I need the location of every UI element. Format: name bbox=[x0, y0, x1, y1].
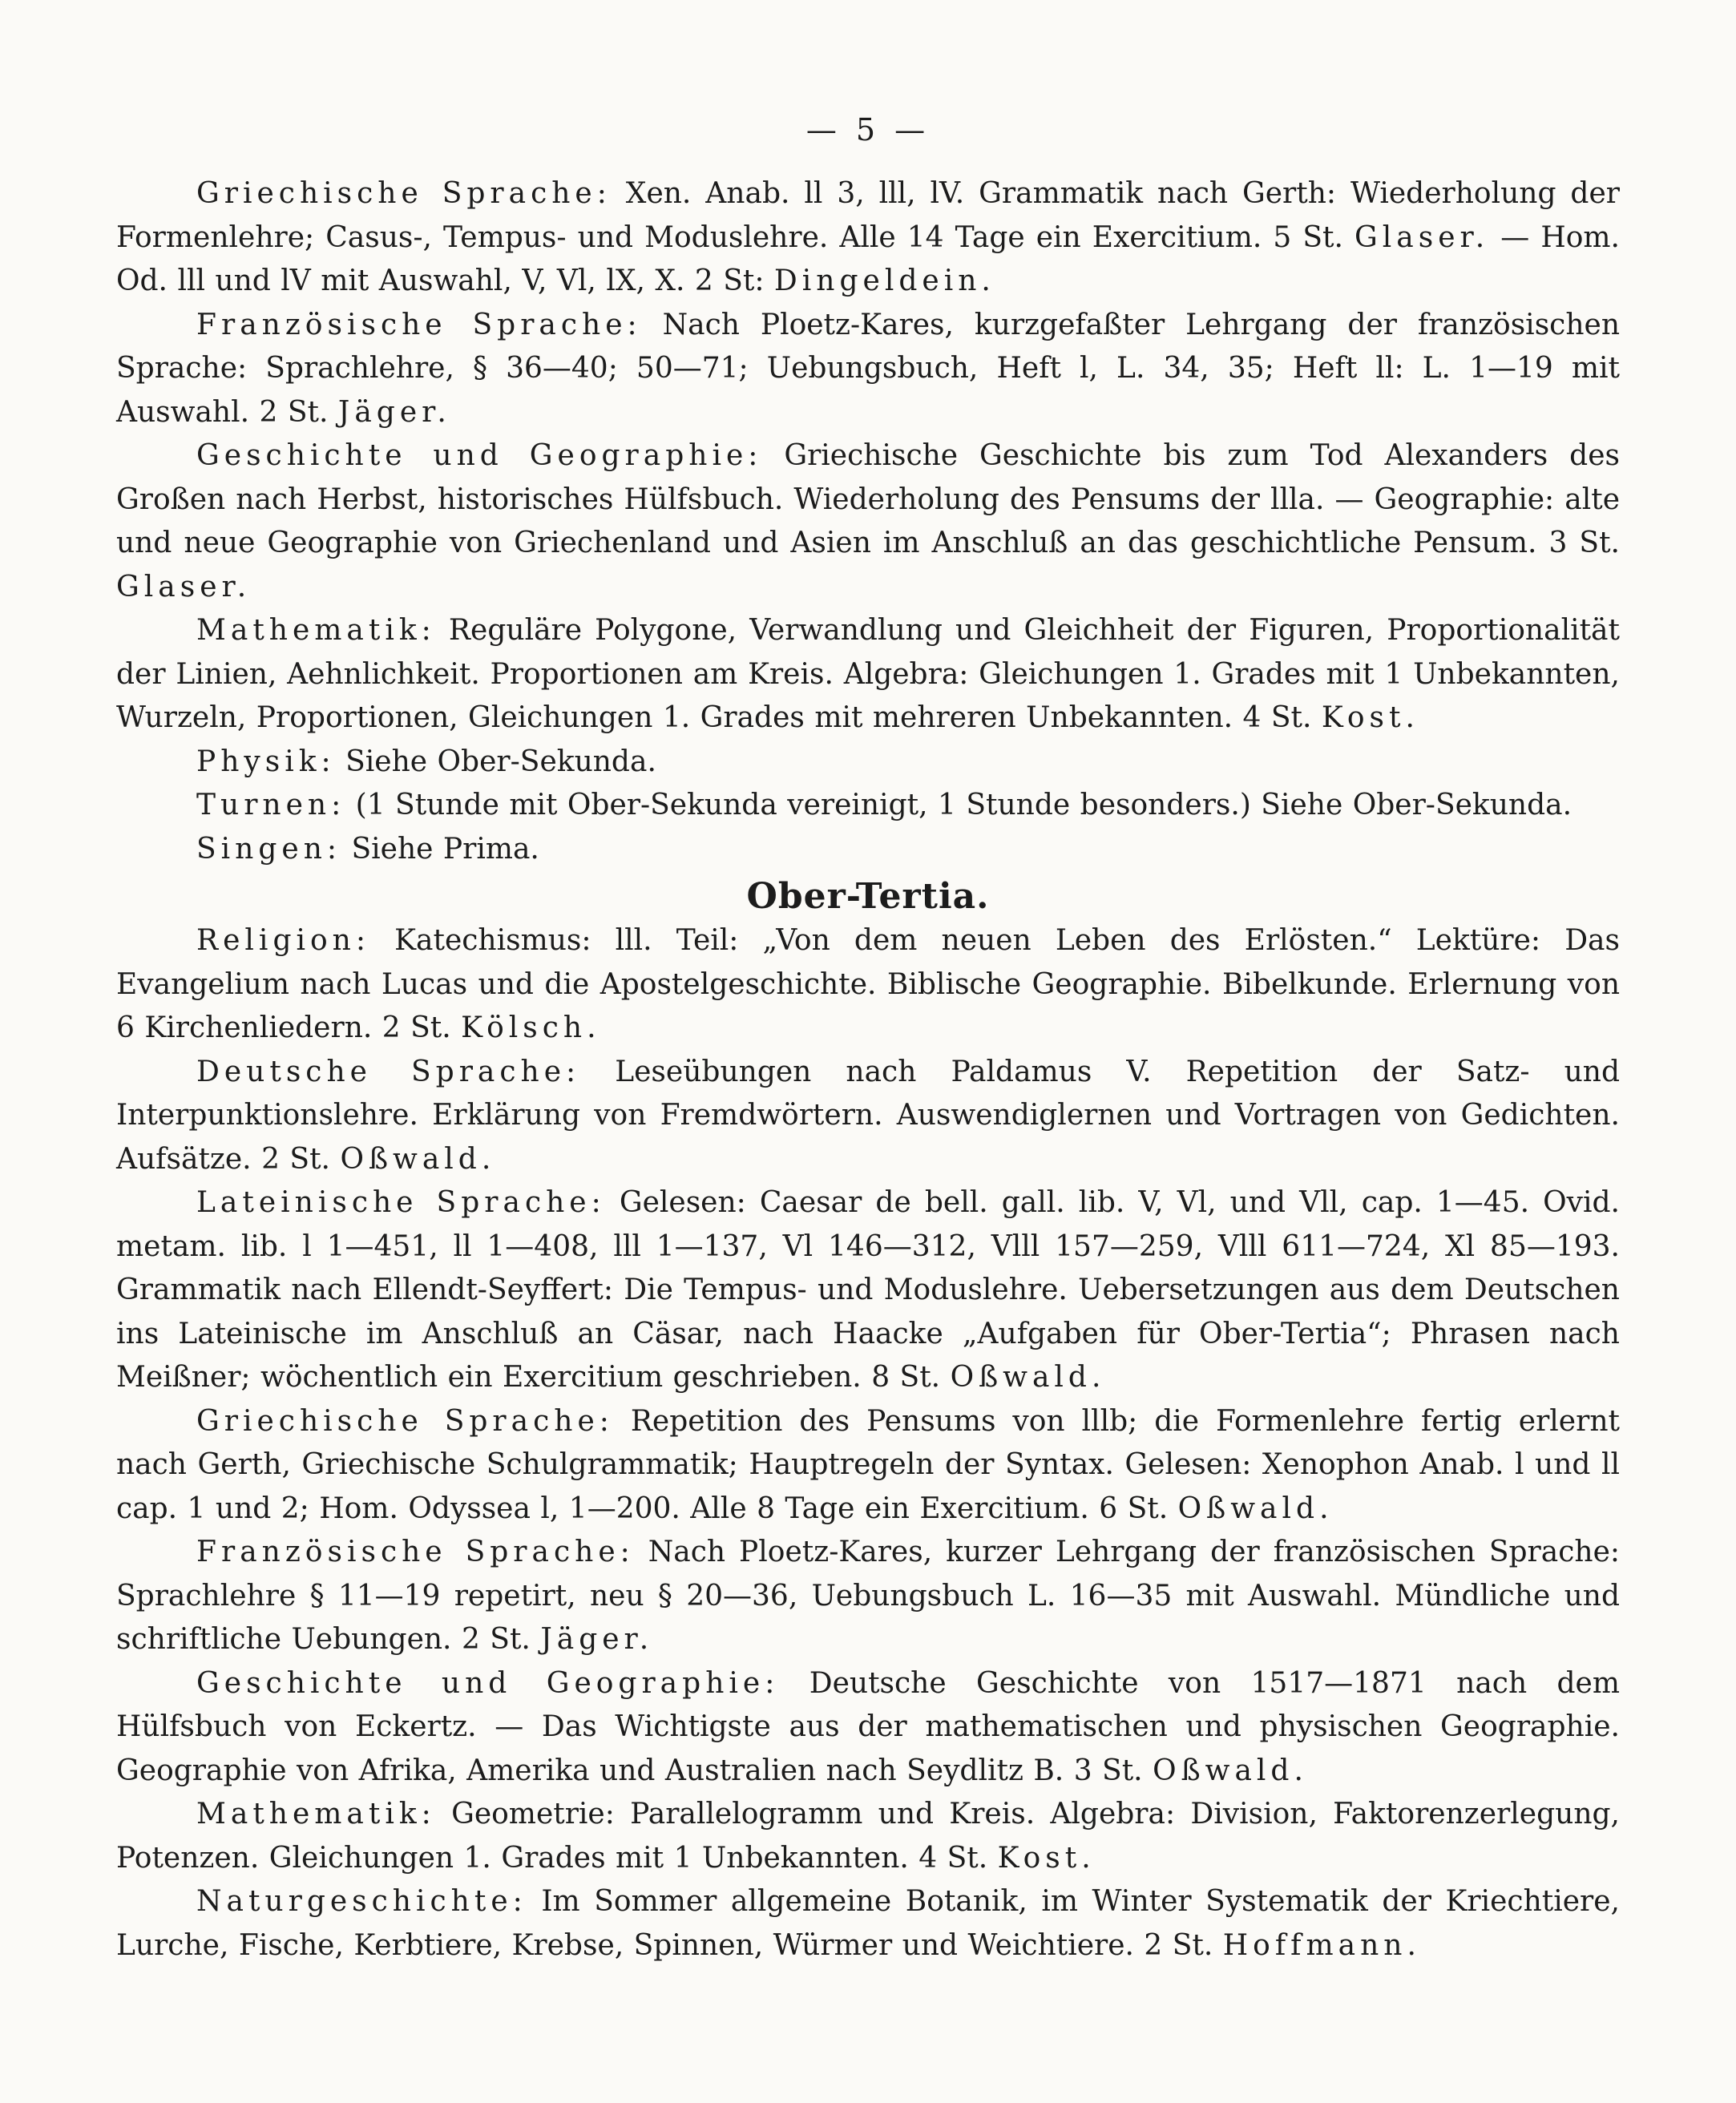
subject-name: Deutsche Sprache: bbox=[196, 1055, 581, 1088]
subject-name: Griechische Sprache: bbox=[196, 1404, 614, 1438]
teacher-name: Oßwald. bbox=[1153, 1754, 1308, 1787]
paragraph bbox=[116, 609, 1620, 741]
paragraph-text: Reguläre Polygone, Verwandlung und Gleichheit der Figuren, Proportionalität der Linien, Aehnlichkeit. Proportionen am Kreis. Algebra: Gleichungen 1. Grades mit 1 Unbekannten, Wurzeln, Proportionen, Gleichungen 1. Grades mit mehreren Unbekannten. 4 St. bbox=[116, 614, 1620, 734]
section-heading: Ober-Tertia. bbox=[746, 876, 990, 917]
subject-name: Turnen: bbox=[196, 789, 346, 821]
teacher-name: Kost. bbox=[1321, 701, 1419, 734]
document-body bbox=[116, 172, 1620, 1968]
paragraph bbox=[116, 434, 1620, 609]
paragraph bbox=[116, 1181, 1620, 1400]
paragraph bbox=[116, 1531, 1620, 1662]
paragraph-text: Geometrie: Parallelogramm und Kreis. Algebra: Division, Faktorenzerlegung, Potenzen. Gleichungen 1. Grades mit 1 Unbekannten. 4 St. bbox=[116, 1798, 1620, 1875]
page-number: — 5 — bbox=[805, 112, 931, 147]
paragraph bbox=[116, 1051, 1620, 1182]
paragraph bbox=[116, 741, 1620, 785]
paragraph-text: — Hom. Od. lll und lV mit Auswahl, V, Vl, lX, X. 2 St: bbox=[116, 220, 1620, 297]
paragraph-text: Siehe Ober-Sekunda. bbox=[335, 745, 656, 778]
paragraph-text: Deutsche Geschichte von 1517—1871 nach dem Hülfsbuch von Eckertz. — Das Wichtigste aus der mathematischen und physischen Geographie. Geographie von Afrika, Amerika und Australien nach Seydlitz B. 3 St. bbox=[116, 1666, 1620, 1787]
subject-name: Singen: bbox=[196, 832, 342, 866]
teacher-name: Oßwald. bbox=[950, 1361, 1106, 1394]
paragraph-text: Siehe Prima. bbox=[341, 832, 539, 866]
teacher-name: Jäger. bbox=[337, 395, 451, 429]
subject-name: Religion: bbox=[196, 924, 370, 957]
paragraph bbox=[116, 919, 1620, 1051]
paragraph bbox=[116, 304, 1620, 435]
paragraph bbox=[116, 784, 1620, 828]
teacher-name: Dingeldein. bbox=[773, 264, 995, 297]
paragraph-text: Nach Ploetz-Kares, kurzer Lehrgang der französischen Sprache: Sprachlehre § 11—19 repetirt, neu § 20—36, Uebungsbuch L. 16—35 mit Auswahl. Mündliche und schriftliche Uebungen. 2 St. bbox=[116, 1536, 1620, 1656]
paragraph-text: Leseübungen nach Paldamus V. Repetition der Satz- und Interpunktionslehre. Erklärung von Fremdwörtern. Auswendiglernen und Vortragen von Gedichten. Aufsätze. 2 St. bbox=[116, 1055, 1621, 1176]
subject-name: Geschichte und Geographie: bbox=[196, 1666, 780, 1700]
paragraph bbox=[116, 1880, 1620, 1968]
teacher-name: Oßwald. bbox=[1177, 1491, 1334, 1525]
subject-name: Physik: bbox=[196, 745, 336, 778]
subject-name: Mathematik: bbox=[196, 1798, 436, 1831]
paragraph bbox=[116, 828, 1620, 872]
subject-name: Geschichte und Geographie: bbox=[196, 439, 763, 472]
teacher-name: Glaser. bbox=[1354, 220, 1490, 254]
paragraph bbox=[116, 172, 1620, 304]
paragraph-text: Im Sommer allgemeine Botanik, im Winter Systematik der Kriechtiere, Lurche, Fische, Kerbtiere, Krebse, Spinnen, Würmer und Weichtiere. 2 St. bbox=[116, 1885, 1620, 1962]
paragraph-text: Xen. Anab. ll 3, lll, lV. Grammatik nach Gerth: Wiederholung der Formenlehre; Casus-, Tempus- und Moduslehre. Alle 14 Tage ein Exercitium. 5 St. bbox=[116, 177, 1620, 254]
paragraph bbox=[116, 1662, 1620, 1794]
paragraph-text: Griechische Geschichte bis zum Tod Alexanders des Großen nach Herbst, historisches Hülfsbuch. Wiederholung des Pensums der lllа. — Geographie: alte und neue Geographie von Griechenland und Asien im Anschluß an das geschichtliche Pensum. 3 St. bbox=[116, 439, 1621, 559]
teacher-name: Glaser. bbox=[116, 570, 252, 603]
subject-name: Naturgeschichte: bbox=[196, 1885, 527, 1918]
teacher-name: Hoffmann. bbox=[1222, 1928, 1421, 1962]
paragraph-text: Nach Ploetz-Kares, kurzgefaßter Lehrgang der französischen Sprache: Sprachlehre, § 36—40; 50—71; Uebungsbuch, Heft l, L. 34, 35; Heft ll: L. 1—19 mit Auswahl. 2 St. bbox=[116, 308, 1621, 429]
subject-name: Lateinische Sprache: bbox=[196, 1186, 606, 1219]
paragraph bbox=[116, 1793, 1620, 1880]
paragraph-text: Katechismus: lll. Teil: „Von dem neuen Leben des Erlösten.“ Lektüre: Das Evangelium nach Lucas und die Apostelgeschichte. Biblische Geographie. Bibelkunde. Erlernung von 6 Kirchenliedern. 2 St. bbox=[116, 924, 1620, 1044]
subject-name: Mathematik: bbox=[196, 614, 436, 647]
teacher-name: Kost. bbox=[997, 1841, 1096, 1875]
teacher-name: Oßwald. bbox=[340, 1142, 496, 1176]
subject-name: Französische Sprache: bbox=[196, 308, 642, 341]
paragraph-text: (1 Stunde mit Ober-Sekunda vereinigt, 1 Stunde besonders.) Siehe Ober-Sekunda. bbox=[345, 789, 1572, 821]
teacher-name: Kölsch. bbox=[461, 1011, 601, 1044]
subject-name: Französische Sprache: bbox=[196, 1536, 635, 1568]
paragraph bbox=[116, 1400, 1620, 1532]
paragraph-text: Repetition des Pensums von lllb; die Formenlehre fertig erlernt nach Gerth, Griechische Schulgrammatik; Hauptregeln der Syntax. Gelesen: Xenophon Anab. l und ll cap. 1 und 2; Hom. Odyssea l, 1—200. Alle 8 Tage ein Exercitium. 6 St. bbox=[116, 1404, 1620, 1525]
subject-name: Griechische Sprache: bbox=[196, 177, 612, 210]
teacher-name: Jäger. bbox=[540, 1623, 654, 1656]
paragraph-text: Gelesen: Caesar de bell. gall. lib. V, Vl, und Vll, cap. 1—45. Ovid. metam. lib. l 1—451, ll 1—408, lll 1—137, Vl 146—312, Vlll 157—259, Vlll 611—724, Xl 85—193. Grammatik nach Ellendt-Seyffert: Die Tempus- und Moduslehre. Uebersetzungen aus dem Deutschen ins Lateinische im Anschluß an Cäsar, nach Haacke „Aufgaben für Ober-Tertia“; Phrasen nach Meißner; wöchentlich ein Exercitium geschrieben. 8 St. bbox=[116, 1186, 1620, 1394]
